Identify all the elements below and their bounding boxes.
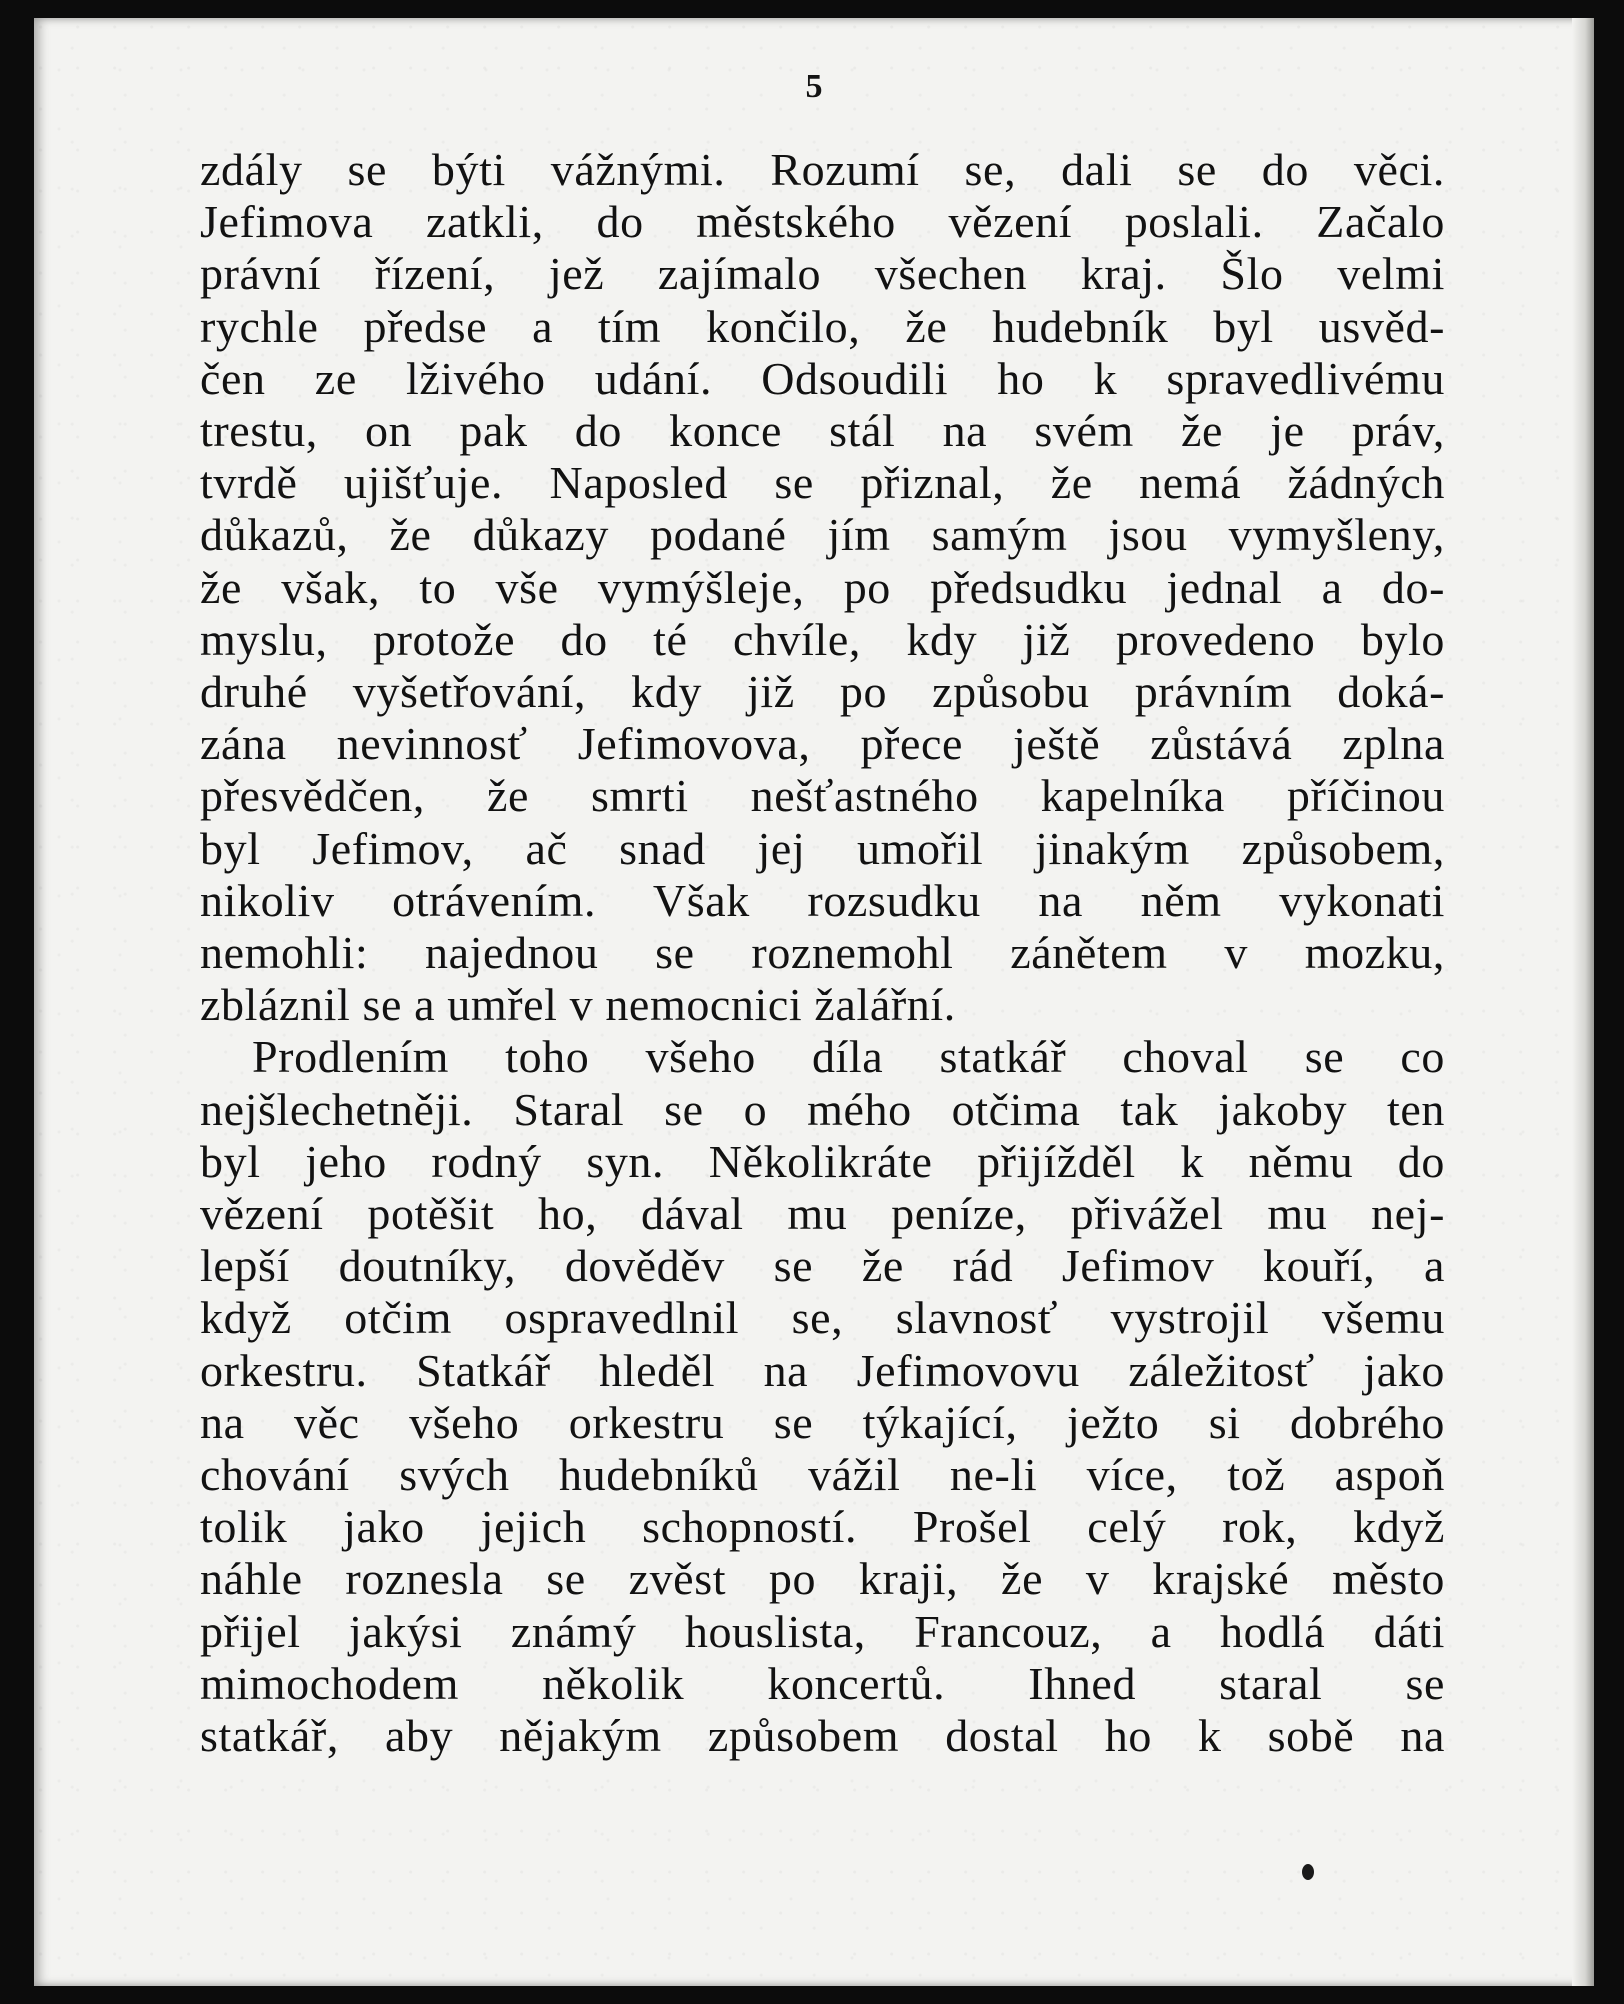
text-line: že však, to vše vymýšleje, po předsudku jednal a do- [200,561,1445,613]
text-line: důkazů, že důkazy podané jím samým jsou vymyšleny, [200,509,1445,561]
text-line: nemohli: najednou se roznemohl zánětem v mozku, [200,927,1445,979]
text-line: tolik jako jejich schopností. Prošel celý rok, když [200,1501,1445,1553]
paragraph-2 [200,1031,1445,1762]
text-line: přijel jakýsi známý houslista, Francouz, a hodlá dáti [200,1605,1445,1657]
text-line: trestu, on pak do konce stál na svém že je práv, [200,405,1445,457]
text-line: nejšlechetněji. Staral se o mého otčima tak jakoby ten [200,1083,1445,1135]
text-line: Prodlením toho všeho díla statkář choval se co [252,1031,1445,1083]
text-line: rychle předse a tím končilo, že hudebník byl usvěd- [200,300,1445,352]
text-line: druhé vyšetřování, kdy již po způsobu právním doká- [200,666,1445,718]
text-line: chování svých hudebníků vážil ne-li více, tož aspoň [200,1449,1445,1501]
text-line: Jefimova zatkli, do městského vězení poslali. Začalo [200,196,1445,248]
body-text [200,144,1445,1762]
ink-speck [1302,1864,1314,1880]
text-line: zbláznil se a umřel v nemocnici žalářní. [200,979,956,1031]
paragraph-1 [200,144,1445,1031]
text-line: zdály se býti vážnými. Rozumí se, dali se do věci. [200,144,1445,195]
text-line: náhle roznesla se zvěst po kraji, že v krajské město [200,1553,1445,1605]
text-line: přesvědčen, že smrti nešťastného kapelníka příčinou [200,770,1445,822]
text-line: na věc všeho orkestru se týkající, ježto si dobrého [200,1396,1445,1448]
text-line: nikoliv otrávením. Však rozsudku na něm vykonati [200,874,1445,926]
text-line: tvrdě ujišťuje. Naposled se přiznal, že nemá žádných [200,457,1445,509]
text-line: statkář, aby nějakým způsobem dostal ho k sobě na [200,1710,1445,1762]
text-line: mimochodem několik koncertů. Ihned staral se [200,1657,1445,1709]
text-line: byl Jefimov, ač snad jej umořil jinakým způsobem, [200,822,1445,874]
page-edge-shadow [1572,18,1594,1986]
text-line: právní řízení, jež zajímalo všechen kraj. Šlo velmi [200,248,1445,300]
text-line: orkestru. Statkář hleděl na Jefimovovu záležitosť jako [200,1344,1445,1396]
text-line: byl jeho rodný syn. Několikráte přijížděl k němu do [200,1135,1445,1187]
book-page [34,18,1594,1986]
text-line: čen ze lživého udání. Odsoudili ho k spravedlivému [200,352,1445,404]
text-line: myslu, protože do té chvíle, kdy již provedeno bylo [200,613,1445,665]
text-line: lepší doutníky, dověděv se že rád Jefimov kouří, a [200,1240,1445,1292]
text-line: zána nevinnosť Jefimovova, přece ještě zůstává zplna [200,718,1445,770]
text-line: vězení potěšit ho, dával mu peníze, přivážel mu nej- [200,1188,1445,1240]
text-line: když otčim ospravedlnil se, slavnosť vystrojil všemu [200,1292,1445,1344]
page-number: 5 [805,68,823,105]
